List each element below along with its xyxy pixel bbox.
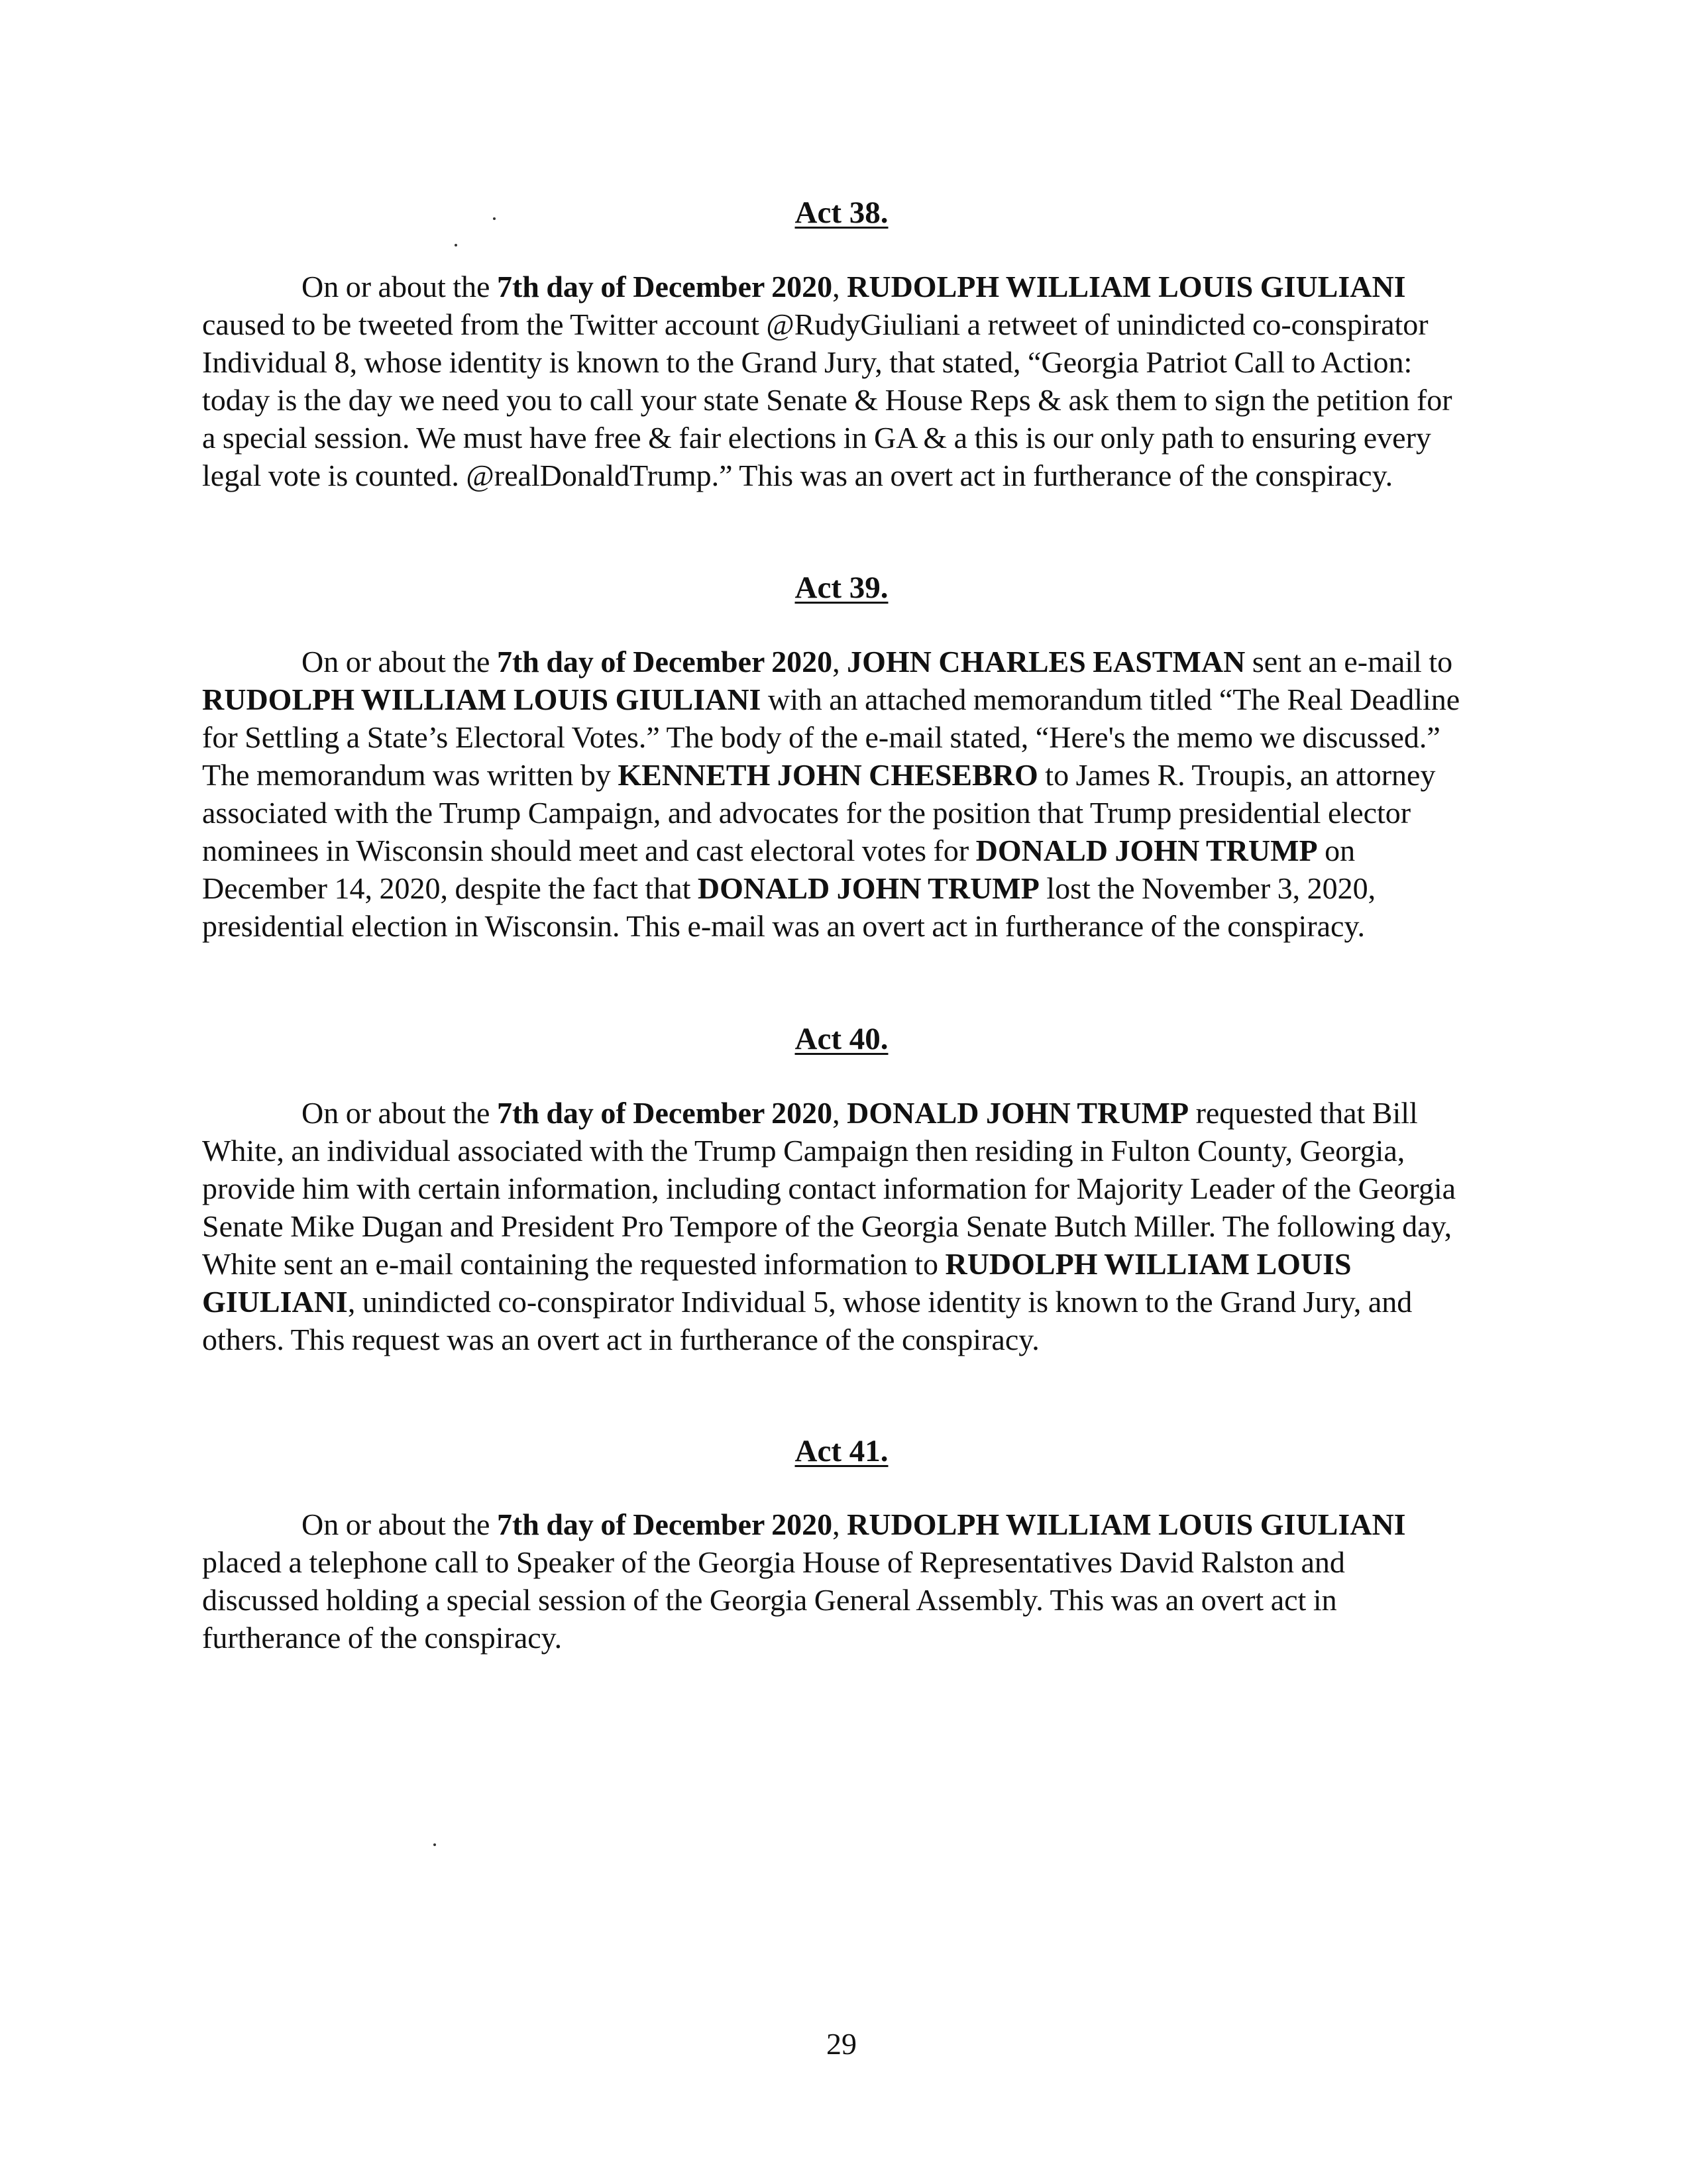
act-38-paragraph: [202, 268, 1464, 494]
bold-name-run: JOHN CHARLES EASTMAN: [847, 645, 1246, 679]
bold-name-run: RUDOLPH WILLIAM LOUIS GIULIANI: [202, 682, 761, 716]
act-39-paragraph: [202, 643, 1464, 945]
act-41-heading: Act 41.: [794, 1434, 889, 1468]
act-41-paragraph: [202, 1505, 1464, 1657]
text-run: to James R. Troupis, an attorney associated with the Trump Campaign, and advocates for the position that Trump presidential elector nominees in Wisconsin should meet and cast electoral votes for: [202, 758, 1436, 867]
text-run: with an attached memorandum titled “The Real Deadline for Settling a State’s Electoral Votes.” The body of the e-mail stated, “Here's the memo we discussed.” The memorandum was written by: [202, 682, 1460, 792]
text-run: On or about the: [301, 270, 497, 303]
text-run: ,: [832, 1507, 847, 1541]
text-run: On or about the: [301, 1507, 497, 1541]
bold-name-run: DONALD JOHN TRUMP: [975, 834, 1318, 867]
text-run: On or about the: [301, 645, 497, 679]
bold-name-run: KENNETH JOHN CHESEBRO: [618, 758, 1038, 792]
act-39-heading: Act 39.: [794, 571, 889, 605]
scan-speck: [433, 1843, 436, 1846]
page-number: 29: [826, 2027, 857, 2061]
bold-name-run: 7th day of December 2020: [496, 1507, 833, 1541]
bold-name-run: DONALD JOHN TRUMP: [697, 871, 1040, 905]
scan-speck: [493, 217, 496, 220]
bold-name-run: 7th day of December 2020: [496, 1096, 833, 1130]
text-run: requested that Bill White, an individual associated with the Trump Campaign then residing in Fulton County, Georgia, provide him with certain information, including contact information for Majority Leader of the Georgia Senate Mike Dugan and President Pro Tempore of the Georgia Senate Butch Miller. The following day, White sent an e-mail containing the requested information to: [202, 1096, 1456, 1281]
act-38-heading: Act 38.: [794, 195, 889, 230]
text-run: ,: [832, 1096, 847, 1130]
text-run: sent an e-mail to: [1245, 645, 1453, 679]
text-run: On or about the: [301, 1096, 497, 1130]
text-run: ,: [832, 645, 847, 679]
act-40-paragraph: [202, 1094, 1464, 1358]
bold-name-run: 7th day of December 2020: [496, 645, 833, 679]
act-40-heading: Act 40.: [794, 1022, 889, 1056]
text-run: lost the November 3, 2020, presidential election in Wisconsin. This e-mail was an overt act in furtherance of the conspiracy.: [202, 871, 1376, 943]
text-run: caused to be tweeted from the Twitter account @RudyGiuliani a retweet of unindicted co-conspirator Individual 8, whose identity is known to the Grand Jury, that stated, “Georgia Patriot Call to Action: today is the day we need you to call your state Senate & House Reps & ask them to sign the petition for a special session. We must have free & fair elections in GA & a this is our only path to ensuring every legal vote is counted. @realDonaldTrump.” This was an overt act in furtherance of the conspiracy.: [202, 307, 1452, 492]
text-run: ,: [832, 270, 847, 303]
bold-name-run: RUDOLPH WILLIAM LOUIS GIULIANI: [847, 270, 1406, 303]
text-run: placed a telephone call to Speaker of the Georgia House of Representatives David Ralston and discussed holding a special session of the Georgia General Assembly. This was an overt act in furtherance of the conspiracy.: [202, 1545, 1345, 1655]
text-run: , unindicted co-conspirator Individual 5, whose identity is known to the Grand Jury, and others. This request was an overt act in furtherance of the conspiracy.: [202, 1285, 1413, 1356]
bold-name-run: DONALD JOHN TRUMP: [847, 1096, 1189, 1130]
scan-speck: [455, 244, 457, 246]
bold-name-run: RUDOLPH WILLIAM LOUIS GIULIANI: [202, 1247, 1352, 1319]
bold-name-run: 7th day of December 2020: [496, 270, 833, 303]
text-run: on December 14, 2020, despite the fact that: [202, 834, 1356, 905]
bold-name-run: RUDOLPH WILLIAM LOUIS GIULIANI: [847, 1507, 1406, 1541]
